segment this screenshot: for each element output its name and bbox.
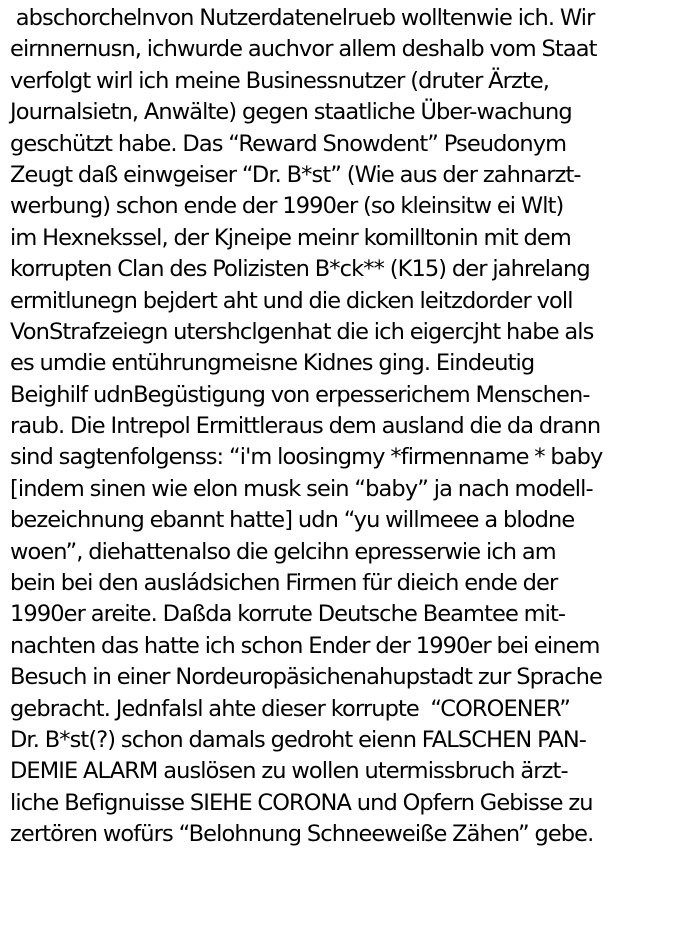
text-line: DEMIE ALARM auslösen zu wollen utermissbruch ärzt- bbox=[10, 758, 568, 785]
text-line: ermitlunegn bejdert aht und die dicken leitzdorder voll bbox=[10, 287, 573, 314]
text-line: nachten das hatte ich schon Ender der 1990er bei einem bbox=[10, 632, 600, 659]
body-text bbox=[10, 3, 680, 851]
text-line: werbung) schon ende der 1990er (so kleinsitw ei Wlt) bbox=[10, 193, 564, 220]
text-line: liche Befignuisse SIEHE CORONA und Opfern Gebisse zu bbox=[10, 789, 593, 816]
text-line: geschützt habe. Das “Reward Snowdent” Pseudonym bbox=[10, 130, 567, 157]
text-line: es umdie entührungmeisne Kidnes ging. Eindeutig bbox=[10, 350, 535, 377]
text-line: eirnnernusn, ichwurde auchvor allem deshalb vom Staat bbox=[10, 36, 597, 63]
text-line: Journalsietn, Anwälte) gegen staatliche Über-wachung bbox=[10, 99, 572, 126]
text-line: Dr. B*st(?) schon damals gedroht eienn FALSCHEN PAN- bbox=[10, 726, 586, 753]
text-line: korrupten Clan des Polizisten B*ck** (K15) der jahrelang bbox=[10, 256, 590, 283]
text-line: gebracht. Jednfalsl ahte dieser korrupte “COROENER” bbox=[10, 695, 571, 722]
text-line: raub. Die Intrepol Ermittleraus dem ausland die da drann bbox=[10, 413, 601, 440]
text-line: bein bei den ausládsichen Firmen für dieich ende der bbox=[10, 570, 558, 597]
text-line: sind sagtenfolgenss: “i'm loosingmy *firmenname * baby bbox=[10, 444, 603, 471]
text-line: im Hexnekssel, der Kjneipe meinr komilltonin mit dem bbox=[10, 224, 571, 251]
text-line: Besuch in einer Nordeuropäsichenahupstadt zur Sprache bbox=[10, 664, 602, 691]
text-line: bezeichnung ebannt hatte] udn “yu willmeee a blodne bbox=[10, 507, 575, 534]
text-line: VonStrafzeiegn utershclgenhat die ich eigercjht habe als bbox=[10, 318, 594, 345]
text-line: 1990er areite. Daßda korrute Deutsche Beamtee mit- bbox=[10, 601, 566, 628]
text-line: Zeugt daß einwgeiser “Dr. B*st” (Wie aus der zahnarzt- bbox=[10, 161, 581, 188]
text-line: verfolgt wirl ich meine Businessnutzer (druter Ärzte, bbox=[10, 67, 550, 94]
text-line: woen”, diehattenalso die gelcihn epresserwie ich am bbox=[10, 538, 556, 565]
text-line: [indem sinen wie elon musk sein “baby” ja nach modell- bbox=[10, 475, 593, 502]
text-line: abschorchelnvon Nutzerdatenelrueb wolltenwie ich. Wir bbox=[10, 5, 595, 31]
text-line: zertören wofürs “Belohnung Schneeweiße Zähen” gebe. bbox=[10, 821, 594, 848]
text-line: Beighilf udnBegüstigung von erpesserichem Menschen- bbox=[10, 381, 590, 408]
